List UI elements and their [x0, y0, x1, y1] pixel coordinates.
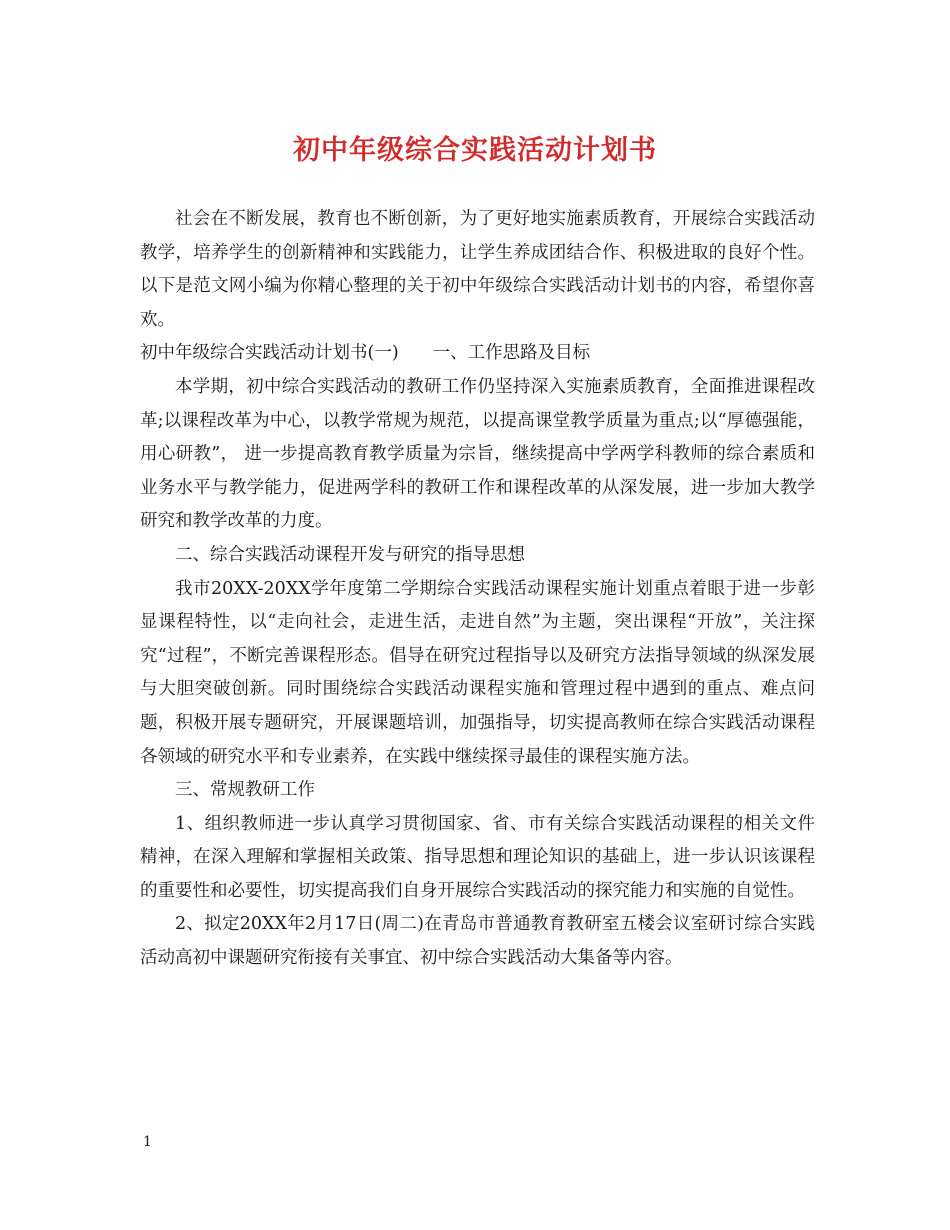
section3-heading: 三、常规教研工作	[175, 780, 315, 801]
section2-paragraph: 我市20XX-20XX学年度第二学期综合实践活动课程实施计划重点着眼于进一步彰显课程特性，以“走向社会，走进生活，走进自然”为主题，突出课程“开放”，关注探究“过程”，不断完善课程形态。倡导在研究过程指导以及研究方法指导领域的纵深发展与大胆突破创新。同时围绕综合实践活动课程实施和管理过程中遇到的重点、难点问题，积极开展专题研究，开展课题培训，加强指导，切实提高教师在综合实践活动课程各领域的研究水平和专业素养，在实践中继续探寻最佳的课程实施方法。	[140, 578, 815, 767]
document-title: 初中年级综合实践活动计划书	[293, 135, 657, 166]
plan-heading-line	[140, 337, 815, 371]
intro-paragraph: 社会在不断发展，教育也不断创新，为了更好地实施素质教育，开展综合实践活动教学，培养学生的创新精神和实践能力，让学生养成团结合作、积极进取的良好个性。以下是范文网小编为你精心整理的关于初中年级综合实践活动计划书的内容，希望你喜欢。	[140, 209, 815, 330]
plan-heading: 初中年级综合实践活动计划书(一)	[140, 343, 399, 364]
document-body	[140, 203, 815, 976]
list-item-1: 1、组织教师进一步认真学习贯彻国家、省、市有关综合实践活动课程的相关文件精神，在深入理解和掌握相关政策、指导思想和理论知识的基础上，进一步认识该课程的重要性和必要性，切实提高我们自身开展综合实践活动的探究能力和实施的自觉性。	[140, 813, 815, 901]
list-item-2: 2、拟定20XX年2月17日(周二)在青岛市普通教育教研室五楼会议室研讨综合实践活动高初中课题研究衔接有关事宜、初中综合实践活动大集备等内容。	[140, 914, 815, 969]
section1-heading: 一、工作思路及目标	[432, 343, 591, 364]
section1-paragraph: 本学期，初中综合实践活动的教研工作仍坚持深入实施素质教育，全面推进课程改革;以课程改革为中心，以教学常规为规范，以提高课堂教学质量为重点;以“厚德强能，用心研教”， 进一步提高教育教学质量为宗旨，继续提高中学两学科教师的综合素质和业务水平与教学能力，促进两学科的教研工作和课程改革的从深发展，进一步加大教学研究和教学改革的力度。	[140, 376, 815, 532]
page-number: 1	[143, 1134, 152, 1150]
section2-heading: 二、综合实践活动课程开发与研究的指导思想	[175, 544, 525, 565]
